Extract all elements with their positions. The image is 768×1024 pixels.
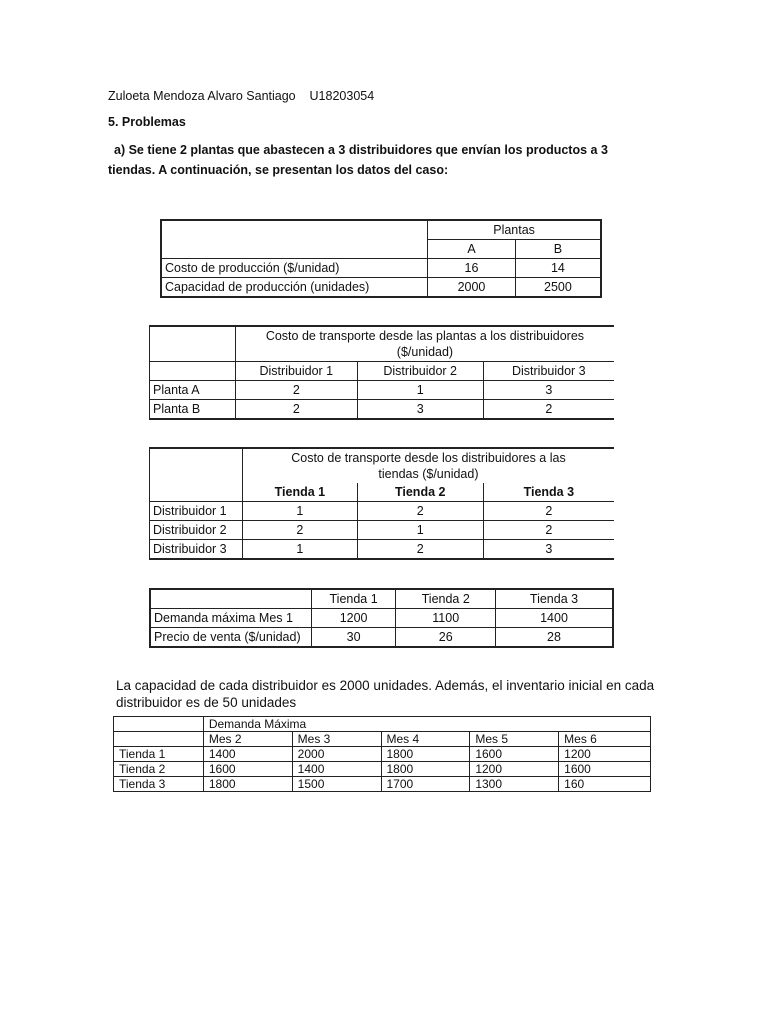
cell: 2 — [357, 540, 483, 560]
row-label: Planta A — [150, 381, 236, 400]
col-header: Tienda 3 — [483, 483, 614, 502]
cell: 2 — [483, 400, 614, 420]
col-header: Mes 3 — [292, 732, 381, 747]
cell: 1400 — [496, 609, 613, 628]
cell: 1300 — [470, 777, 559, 792]
cell: 2000 — [428, 278, 516, 298]
cell: 160 — [559, 777, 651, 792]
cell: 3 — [483, 381, 614, 400]
row-label: Distribuidor 2 — [150, 521, 243, 540]
cell: 1200 — [311, 609, 396, 628]
cell: 1400 — [203, 747, 292, 762]
table-title: Costo de transporte desde los distribuidores a las tiendas ($/unidad) — [242, 448, 614, 483]
col-header: Distribuidor 3 — [483, 362, 614, 381]
cell: 1100 — [396, 609, 496, 628]
cell: 3 — [483, 540, 614, 560]
table-title: Costo de transporte desde las plantas a los distribuidores ($/unidad) — [235, 326, 614, 362]
cell: 1 — [357, 521, 483, 540]
cell: 1800 — [203, 777, 292, 792]
monthly-demand-table — [113, 716, 651, 792]
author-line — [108, 86, 374, 106]
cell: 2 — [483, 502, 614, 521]
cell: 1800 — [381, 747, 470, 762]
cell: 2500 — [515, 278, 601, 298]
plant-a-header: A — [428, 240, 516, 259]
cell: 26 — [396, 628, 496, 648]
plant-distributor-cost-table — [149, 325, 614, 420]
cell: 2000 — [292, 747, 381, 762]
cell: 2 — [235, 381, 357, 400]
plants-header: Plantas — [428, 220, 601, 240]
cell: 16 — [428, 259, 516, 278]
row-label: Distribuidor 1 — [150, 502, 243, 521]
cell: 1200 — [470, 762, 559, 777]
row-label: Tienda 3 — [114, 777, 204, 792]
cell: 1600 — [470, 747, 559, 762]
row-label: Precio de venta ($/unidad) — [150, 628, 311, 648]
cell: 2 — [235, 400, 357, 420]
cell: 1 — [242, 540, 357, 560]
section-title: 5. Problemas — [108, 115, 186, 129]
col-header: Tienda 3 — [496, 589, 613, 609]
row-label: Tienda 1 — [114, 747, 204, 762]
col-header: Tienda 1 — [242, 483, 357, 502]
cell: 1600 — [203, 762, 292, 777]
cell: 1400 — [292, 762, 381, 777]
cell: 14 — [515, 259, 601, 278]
col-header: Tienda 2 — [396, 589, 496, 609]
cell: 1500 — [292, 777, 381, 792]
plant-b-header: B — [515, 240, 601, 259]
row-label: Tienda 2 — [114, 762, 204, 777]
col-header: Tienda 2 — [357, 483, 483, 502]
cell: 2 — [242, 521, 357, 540]
cell: 30 — [311, 628, 396, 648]
author-name: Zuloeta Mendoza Alvaro Santiago — [108, 89, 296, 103]
group-header: Demanda Máxima — [203, 717, 650, 732]
student-code: U18203054 — [309, 89, 375, 103]
col-header: Mes 5 — [470, 732, 559, 747]
distributor-store-cost-table — [149, 447, 614, 560]
problem-statement: a) Se tiene 2 plantas que abastecen a 3 distribuidores que envían los productos a 3 tiendas. A continuación, se presentan los datos del caso: — [108, 143, 608, 177]
col-header: Distribuidor 2 — [357, 362, 483, 381]
row-label: Demanda máxima Mes 1 — [150, 609, 311, 628]
row-label: Costo de producción ($/unidad) — [161, 259, 428, 278]
cell: 1200 — [559, 747, 651, 762]
cell: 2 — [483, 521, 614, 540]
cell: 28 — [496, 628, 613, 648]
col-header: Distribuidor 1 — [235, 362, 357, 381]
row-label: Capacidad de producción (unidades) — [165, 280, 370, 294]
cell: 1 — [357, 381, 483, 400]
col-header: Mes 6 — [559, 732, 651, 747]
demand-price-table — [149, 588, 614, 648]
cell: 2 — [357, 502, 483, 521]
cell: 1800 — [381, 762, 470, 777]
row-label: Distribuidor 3 — [150, 540, 243, 560]
cell: 1700 — [381, 777, 470, 792]
col-header: Mes 2 — [203, 732, 292, 747]
cell: 1 — [242, 502, 357, 521]
cell: 1600 — [559, 762, 651, 777]
cell: 3 — [357, 400, 483, 420]
col-header: Tienda 1 — [311, 589, 396, 609]
production-table — [160, 219, 602, 298]
row-label: Planta B — [150, 400, 236, 420]
capacity-note: La capacidad de cada distribuidor es 2000 unidades. Además, el inventario inicial en cada distribuidor es de 50 unidades — [116, 678, 655, 710]
col-header: Mes 4 — [381, 732, 470, 747]
